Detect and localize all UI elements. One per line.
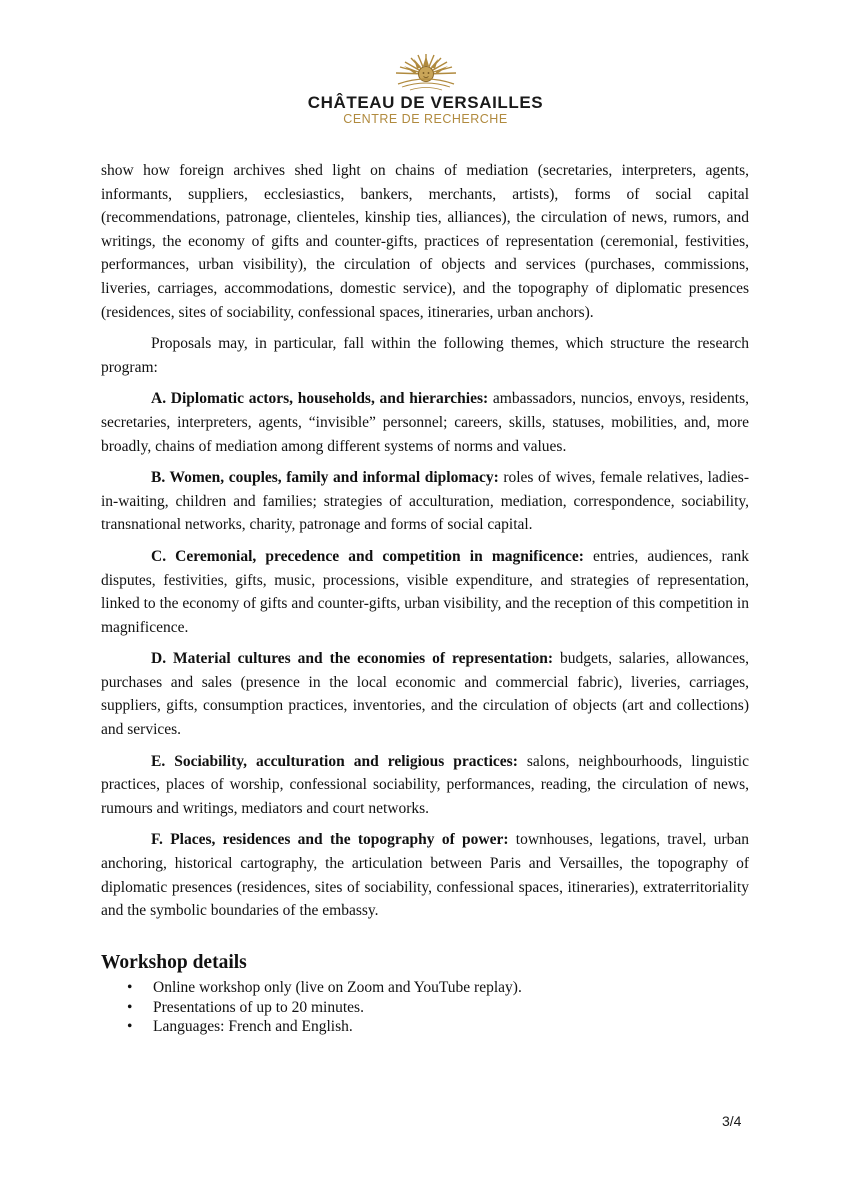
theme-text: roles of wives, female relatives, ladies-in-waiting, children and families; strategies of acculturation, mediation, correspondence, sociability, transnational networks, charity, patronage and forms of social capital. bbox=[101, 469, 749, 534]
theme-title: D. Material cultures and the economies of representation: bbox=[151, 650, 553, 668]
list-item bbox=[127, 1017, 749, 1037]
page-header bbox=[0, 52, 851, 127]
list-item-text: Online workshop only (live on Zoom and YouTube replay). bbox=[153, 979, 522, 997]
theme-paragraph-f bbox=[101, 828, 749, 922]
theme-title: C. Ceremonial, precedence and competition in magnificence: bbox=[151, 547, 584, 565]
list-item-text: Presentations of up to 20 minutes. bbox=[153, 998, 364, 1016]
list-item bbox=[127, 978, 749, 998]
theme-text: budgets, salaries, allowances, purchases and sales (presence in the local economic and commercial fabric), liveries, carriages, suppliers, gifts, consumption practices, inventories, and the circulation of objects (art and collections) and services. bbox=[101, 650, 749, 739]
theme-text: entries, audiences, rank disputes, festivities, gifts, music, processions, visible expenditure, and strategies of representation, linked to the economy of gifts and counter-gifts, urban visibility, and the reception of this competition in magnificence. bbox=[101, 547, 749, 636]
theme-title: A. Diplomatic actors, households, and hierarchies: bbox=[151, 390, 489, 408]
theme-title: F. Places, residences and the topography of power: bbox=[151, 831, 509, 849]
intro-paragraph: show how foreign archives shed light on chains of mediation (secretaries, interpreters, agents, informants, suppliers, ecclesiastics, bankers, merchants, artists), forms of social capital (recommendations, patronage, clienteles, kinship ties, alliances), the circulation of news, rumors, and writings, the economy of gifts and counter-gifts, practices of representation (ceremonial, festivities, performances, urban visibility), the circulation of objects and services (purchases, commissions, liveries, carriages, accommodations, domestic service), and the topography of diplomatic presences (residences, sites of sociability, confessional spaces, itineraries, urban anchors). bbox=[101, 162, 749, 321]
brand-name: CHÂTEAU DE VERSAILLES bbox=[307, 93, 544, 112]
page-number: 3/4 bbox=[722, 1113, 742, 1129]
theme-text: salons, neighbourhoods, linguistic practices, places of worship, confessional sociability, performances, reading, the circulation of news, rumours and writings, mediators and court networks. bbox=[101, 752, 749, 817]
theme-text: townhouses, legations, travel, urban anchoring, historical cartography, the articulation between Paris and Versailles, the topography of diplomatic presences (residences, sites of sociability, confessional spaces, itineraries), extraterritoriality and the symbolic boundaries of the embassy. bbox=[101, 831, 749, 920]
sun-emblem-icon bbox=[390, 52, 462, 92]
brand-subtitle: CENTRE DE RECHERCHE bbox=[343, 112, 508, 126]
proposals-paragraph: Proposals may, in particular, fall within the following themes, which structure the research program: bbox=[101, 335, 749, 376]
list-item bbox=[127, 998, 749, 1018]
workshop-details-list bbox=[101, 978, 749, 1037]
main-content bbox=[101, 159, 749, 1037]
theme-paragraph-e bbox=[101, 750, 749, 821]
theme-text: ambassadors, nuncios, envoys, residents, secretaries, interpreters, agents, “invisible” personnel; careers, skills, statuses, mobilities, and, more broadly, chains of mediation among different systems of norms and values. bbox=[101, 390, 749, 455]
bullet-icon: • bbox=[127, 998, 133, 1016]
theme-paragraph-d bbox=[101, 647, 749, 741]
workshop-details-heading: Workshop details bbox=[101, 951, 247, 973]
bullet-icon: • bbox=[127, 979, 133, 997]
theme-paragraph-c bbox=[101, 545, 749, 639]
theme-paragraph-b bbox=[101, 466, 749, 537]
theme-title: B. Women, couples, family and informal diplomacy: bbox=[151, 469, 499, 487]
list-item-text: Languages: French and English. bbox=[153, 1018, 353, 1036]
bullet-icon: • bbox=[127, 1018, 133, 1036]
theme-title: E. Sociability, acculturation and religious practices: bbox=[151, 752, 518, 770]
theme-paragraph-a bbox=[101, 387, 749, 458]
